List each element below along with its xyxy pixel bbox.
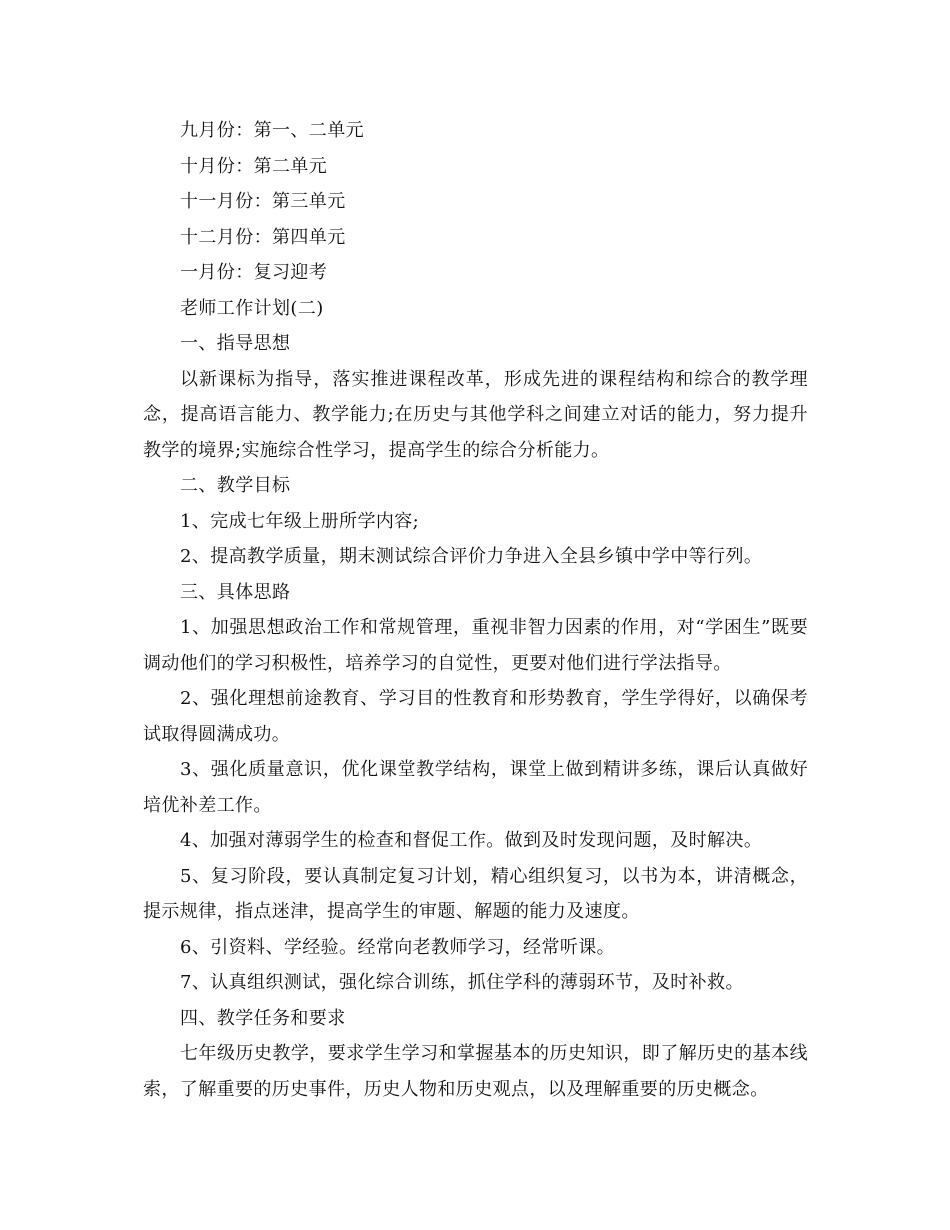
schedule-november: 十一月份：第三单元 <box>180 191 346 212</box>
schedule-october: 十月份：第二单元 <box>180 155 328 177</box>
approach-item-7: 7、认真组织测试，强化综合训练，抓住学科的薄弱环节，及时补救。 <box>180 972 744 993</box>
approach-item-1: 1、加强思想政治工作和常规管理，重视非智力因素的作用，对“学困生”既要调动他们的学习积极性，培养学习的自觉性，更要对他们进行学法指导。 <box>143 617 808 674</box>
section-heading-2: 二、教学目标 <box>180 475 291 496</box>
approach-item-4: 4、加强对薄弱学生的检查和督促工作。做到及时发现问题，及时解决。 <box>180 830 763 851</box>
approach-item-2: 2、强化理想前途教育、学习目的性教育和形势教育，学生学得好，以确保考试取得圆满成功。 <box>143 688 808 745</box>
document-body <box>143 113 808 1107</box>
section-heading-4: 四、教学任务和要求 <box>180 1007 346 1029</box>
approach-item-6: 6、引资料、学经验。经常向老教师学习，经常听课。 <box>180 936 616 958</box>
goal-item-1: 1、完成七年级上册所学内容; <box>180 510 420 532</box>
goal-item-2: 2、提高教学质量，期末测试综合评价力争进入全县乡镇中学中等行列。 <box>180 546 763 567</box>
schedule-december: 十二月份：第四单元 <box>180 226 346 248</box>
schedule-january: 一月份：复习迎考 <box>180 262 328 283</box>
approach-item-3: 3、强化质量意识，优化课堂教学结构，课堂上做到精讲多练，课后认真做好培优补差工作。 <box>143 759 808 816</box>
tasks-paragraph: 七年级历史教学，要求学生学习和掌握基本的历史知识，即了解历史的基本线索，了解重要的历史事件，历史人物和历史观点，以及理解重要的历史概念。 <box>143 1043 808 1100</box>
guiding-ideology-paragraph: 以新课标为指导，落实推进课程改革，形成先进的课程结构和综合的教学理念，提高语言能力、教学能力;在历史与其他学科之间建立对话的能力，努力提升教学的境界;实施综合性学习，提高学生的综合分析能力。 <box>143 368 808 461</box>
section-heading-1: 一、指导思想 <box>180 333 291 354</box>
approach-item-5: 5、复习阶段，要认真制定复习计划，精心组织复习，以书为本，讲清概念，提示规律，指点迷津，提高学生的审题、解题的能力及速度。 <box>143 865 808 922</box>
section-heading-3: 三、具体思路 <box>180 581 291 603</box>
document-title: 老师工作计划(二) <box>180 297 324 319</box>
schedule-september: 九月份：第一、二单元 <box>180 120 364 141</box>
